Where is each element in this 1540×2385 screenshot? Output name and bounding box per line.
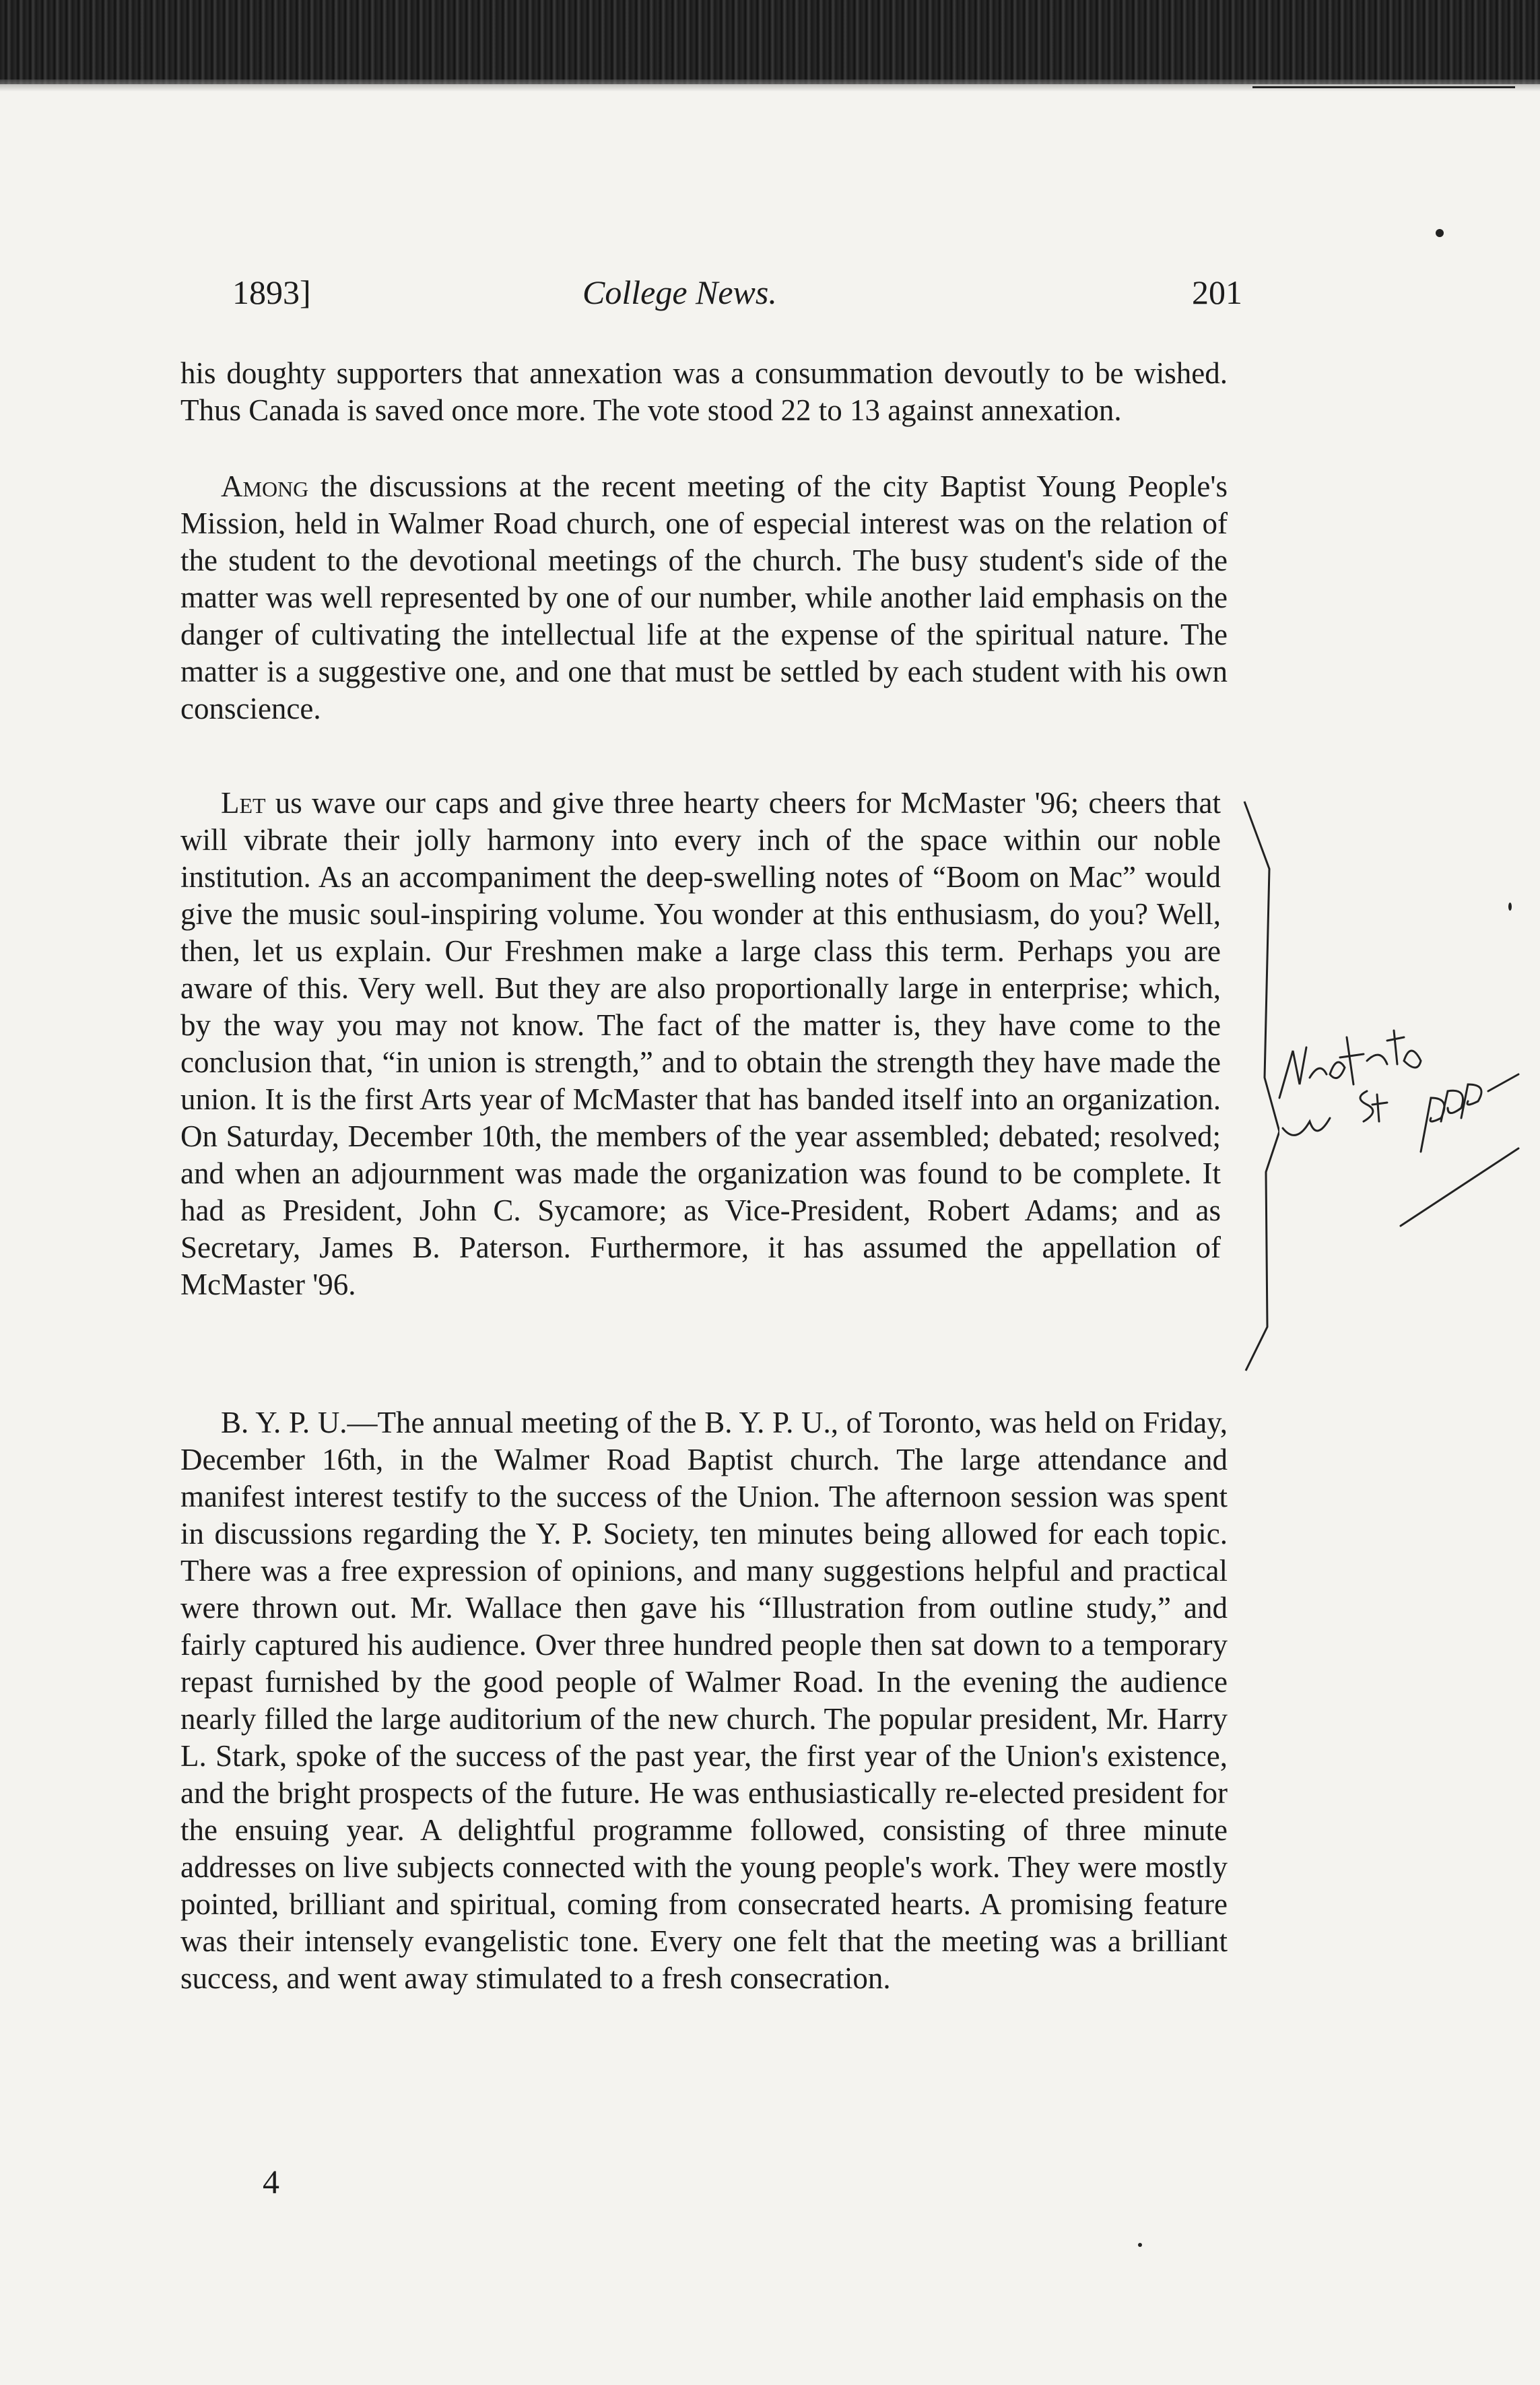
paragraph-body: the discussions at the recent meeting of the city Baptist Young People's Mission, held in Walmer Road church, one of especial interest was on the relation of the student to the devotional meetings of the church. The busy student's side of the matter was well represented by one of our number, while another laid emphasis on the danger of cultivating the intellectual life at the expense of the spiritual nature. The matter is a suggestive one, and one that must be settled by each student with his own conscience. [180, 469, 1228, 725]
scan-border-shadow [0, 79, 1540, 92]
paragraph-lead-word: Among [221, 469, 309, 503]
scan-rule [1252, 86, 1515, 88]
paragraph-baptist-mission [180, 468, 1228, 727]
signature-mark: 4 [263, 2163, 279, 2200]
paragraph-annexation-continued: his doughty supporters that annexation was a consummation devoutly to be wished. Thus Canada is saved once more. The vote stood 22 to 13 against annexation. [180, 356, 1228, 427]
handwritten-annotation [1266, 1010, 1522, 1233]
ink-speck [1436, 229, 1444, 237]
paragraph-byp-union: B. Y. P. U.—The annual meeting of the B. Y. P. U., of Toronto, was held on Friday, December 16th, in the Walmer Road Baptist church. The large attendance and manifest interest testify to the success of the Union. The afternoon session was spent in discussions regarding the Y. P. Society, ten minutes being allowed for each topic. There was a free expression of opinions, and many suggestions helpful and practical were thrown out. Mr. Wallace then gave his “Illustration from outline study,” and fairly captured his audience. Over three hundred people then sat down to a temporary repast furnished by the good people of Walmer Road. In the evening the audience nearly filled the large auditorium of the new church. The popular president, Mr. Harry L. Stark, spoke of the success of the past year, the first year of the Union's existence, and the bright prospects of the future. He was enthusiastically re-elected president for the ensuing year. A delightful programme followed, consisting of three minute addresses on live subjects connected with the young people's work. They were mostly pointed, brilliant and spiritual, coming from consecrated hearts. A promising feature was their intensely evangelistic tone. Every one felt that the meeting was a brilliant success, and went away stimulated to a fresh consecration. [180, 1406, 1228, 1995]
header-journal-title: College News. [582, 273, 777, 311]
paragraph-mcmaster-96 [180, 785, 1221, 1303]
scan-border-top [0, 0, 1540, 84]
running-header [232, 273, 1242, 320]
ink-speck [1508, 903, 1512, 911]
paragraph-body: us wave our caps and give three hearty cheers for McMaster '96; cheers that will vibrate their jolly harmony into every inch of the space within our noble institution. As an accompaniment the deep-swelling notes of “Boom on Mac” would give the music soul-inspiring volume. You wonder at this enthusiasm, do you? Well, then, let us explain. Our Freshmen make a large class this term. Perhaps you are aware of this. Very well. But they are also proportionally large in enterprise; which, by the way you may not know. The fact of the matter is, they have come to the conclusion that, “in union is strength,” and to obtain the strength they have made the union. It is the first Arts year of McMaster that has banded itself into an organization. On Saturday, December 10th, the members of the year assembled; debated; resolved; and when an adjournment was made the organization was found to be complete. It had as President, John C. Sycamore; as Vice-President, Robert Adams; and as Secretary, James B. Paterson. Furthermore, it has assumed the appellation of McMaster '96. [180, 786, 1221, 1301]
page-number: 201 [1192, 273, 1242, 311]
header-year: 1893] [232, 273, 311, 311]
ink-speck [1138, 2243, 1142, 2247]
paragraph-lead-word: Let [221, 786, 266, 820]
